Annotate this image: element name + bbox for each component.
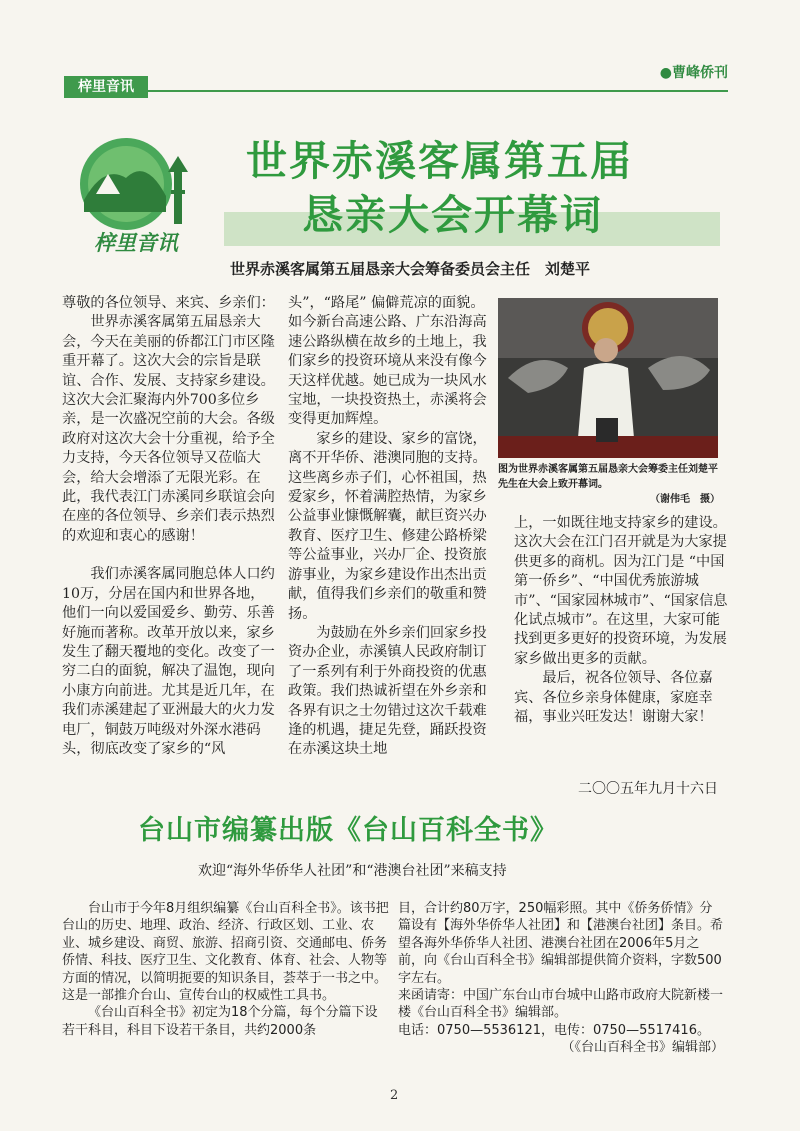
paragraph: 台山市于今年8月组织编纂《台山百科全书》。该书把台山的历史、地理、政治、经济、行政区划、工业、农业、城乡建设、商贸、旅游、招商引资、交通邮电、侨务侨情、科技、医疗卫生、文化教育、体育、社会、人物等方面的情况，以简明扼要的知识条目，荟萃于一书之中。这是一部推介台山、宣传台山的权威性工具书。 [62, 901, 389, 1004]
article-column-2 [288, 294, 498, 760]
photo-credit: （谢伟毛 摄） [650, 494, 720, 505]
article-byline: 世界赤溪客属第五届恳亲大会筹备委员会主任 刘楚平 [230, 260, 591, 278]
article-column-1 [62, 294, 276, 759]
paragraph: 头”，“路尾” 偏僻荒凉的面貌。如今新台高速公路、广东沿海高速公路纵横在故乡的土地上，我们家乡的投资环境从来没有像今天这样优越。她已成为一块风水宝地，一块投资热土，赤溪将会变得更加辉煌。 [288, 295, 487, 428]
article-title-line2: 恳亲大会开幕词 [302, 191, 603, 239]
village-logo [62, 134, 212, 258]
notice-signature: （《台山百科全书》编辑部） [561, 1040, 724, 1056]
paragraph: 我们赤溪客属同胞总体人口约10万，分居在国内和世界各地，他们一向以爱国爱乡、勤劳、乐善好施而著称。改革开放以来，家乡发生了翻天覆地的变化。改变了一穷二白的面貌，解决了温饱，现向小康方向前进。尤其是近几年，在我们赤溪建起了亚洲最大的火力发电厂，铜鼓万吨级对外深水港码头，彻底改变了家乡的“风 [62, 566, 275, 757]
paragraph: 为鼓励在外乡亲们回家乡投资办企业，赤溪镇人民政府制订了一系列有利于外商投资的优惠政策。我们热诚祈望在外乡亲和各界有识之士勿错过这次千载难逢的机遇，捷足先登，踊跃投资在赤溪这块土地 [288, 624, 487, 758]
notice-subtitle: 欢迎“海外华侨华人社团”和“港澳台社团”来稿支持 [198, 863, 507, 879]
article-title-line1: 世界赤溪客属第五届 [246, 137, 633, 185]
paragraph: 上，一如既往地支持家乡的建设。这次大会在江门召开就是为大家提供更多的商机。因为江门是 “中国第一侨乡”、“中国优秀旅游城市”、“国家园林城市”、“国家信息化试点城市”。在这里，大家可能找到更多更好的投资环境，为发展家乡做出更多的贡献。 [514, 515, 728, 667]
publication-name: ●曹峰侨刊 [659, 65, 728, 81]
notice-title: 台山市编纂出版《台山百科全书》 [138, 815, 558, 846]
notice-column-right [398, 900, 724, 1057]
article-date: 二〇〇五年九月十六日 [578, 781, 718, 797]
speaker-photo [498, 298, 718, 458]
paragraph: 最后，祝各位领导、各位嘉宾、各位乡亲身体健康，家庭幸福，事业兴旺发达！谢谢大家！ [514, 670, 713, 726]
photo-caption [498, 462, 720, 507]
page-number: 2 [390, 1088, 399, 1103]
paragraph: 家乡的建设、家乡的富饶，离不开华侨、港澳同胞的支持。这些离乡赤子们，心怀祖国，热爱家乡，怀着满腔热情，为家乡公益事业慷慨解囊，献巨资兴办教育、医疗卫生、修建公路桥梁等公益事业，兴办厂企、投资旅游事业，为家乡建设作出杰出贡献，值得我们乡亲们的敬重和赞扬。 [288, 430, 487, 622]
notice-column-left [62, 900, 390, 1039]
paragraph: 《台山百科全书》初定为18个分篇，每个分篇下设若干科目，科目下设若干条目，共约2000条 [62, 1005, 378, 1038]
article-column-3 [514, 514, 728, 727]
mailing-address: 来函请寄：中国广东台山市台城中山路市政府大院新楼一楼《台山百科全书》编辑部。 [398, 988, 724, 1021]
paragraph: 世界赤溪客属第五届恳亲大会，今天在美丽的侨都江门市区隆重开幕了。这次大会的宗旨是联谊、合作、发展、支持家乡建设。这次大会汇聚海内外700多位乡亲，是一次盛况空前的大会。各级政府对这次大会十分重视，给予全力支持，今天各位领导又莅临大会，给大会增添了无限光彩。在此，我代表江门赤溪同乡联谊会向在座的各位领导、乡亲们表示热烈的欢迎和衷心的感谢！ [62, 314, 275, 544]
contact-numbers: 电话：0750—5536121，电传：0750—5517416。 [398, 1022, 710, 1038]
header-rule [148, 90, 728, 92]
paragraph: 目，合计约80万字，250幅彩照。其中《侨务侨情》分篇设有【海外华侨华人社团】和【港澳台社团】条目。希望各海外华侨华人社团、港澳台社团在2006年5月之前，向《台山百科全书》编辑部提供简介资料，字数500字左右。 [398, 901, 724, 986]
logo-lettering: 梓里音讯 [94, 230, 178, 255]
salutation: 尊敬的各位领导、来宾、乡亲们： [62, 295, 275, 311]
caption-text: 图为世界赤溪客属第五届恳亲大会筹委主任刘楚平先生在大会上致开幕词。 [498, 464, 718, 490]
section-tag: 梓里音讯 [64, 76, 148, 98]
